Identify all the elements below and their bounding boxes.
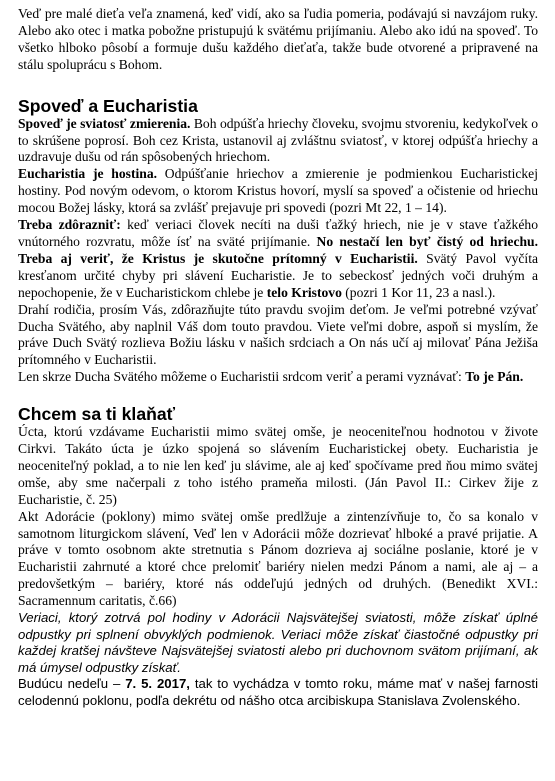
announcement-paragraph — [18, 676, 538, 709]
indulgences-paragraph: Veriaci, ktorý zotrvá pol hodiny v Adorácii Najsvätejšej sviatosti, môže získať úplné odpustky pri splnení obvyklých podmienok. Veriaci môže získať čiastočné odpustky pri každej kratšej návšteve Najsvätejšej sviatosti alebo pri duchovnom svätom prijímaní, ak má úmysel odpustky získať. — [18, 610, 538, 675]
emphasis-text-1: keď veriaci človek necíti na duši ťažký hriech, nie je v stave ťažkého vnútorného rozvratu, môže ísť na sväté prijímanie. — [18, 217, 538, 249]
eucharist-feast-paragraph — [18, 166, 538, 217]
emphasis-bold-statement: No nestačí len byť čistý od hriechu. Treba aj veriť, že Kristus je skutočne prítomný v Eucharistii. — [18, 233, 539, 266]
section-heading-adoration: Chcem sa ti klaňať — [18, 404, 176, 425]
emphasis-lead: Treba zdôrazniť: — [18, 217, 121, 233]
holy-spirit-paragraph — [18, 369, 538, 386]
veneration-paragraph: Úcta, ktorú vzdávame Eucharistii mimo svätej omše, je neoceniteľnou hodnotou v živote Cirkvi. Takáto úcta je úzko spojená so slávením Eucharistickej obety. Eucharistia je neoceniteľný poklad, a to nie len keď ju slávime, ale aj keď spočívame pred ňou mimo svätej omše, aby sme načerpali z toho istého prameňa milosti. (Ján Pavol II.: Cirkev žije z Eucharistie, č. 25) — [18, 424, 538, 507]
adoration-act-paragraph: Akt Adorácie (poklony) mimo svätej omše predlžuje a zintenzívňuje to, čo sa konalo v samotnom liturgickom slávení, Veď len v Adorácii môže dozrievať hlboké a pravé prijatie. A práve v tomto osobnom akte stretnutia s Pánom dozrieva aj sociálne poslanie, ktoré je v Eucharistii zahrnuté a ktoré chce prelomiť bariéry nielen medzi Pánom a nami, ale aj – a predovšetkým – bariéry, ktoré nás oddeľujú jedných od druhých. (Benedikt XVI.: Sacramennum caritatis, č.66) — [18, 508, 538, 609]
section-heading-confession-eucharist: Spoveď a Eucharistia — [18, 95, 198, 116]
it-is-the-lord-phrase: To je Pán. — [465, 369, 524, 385]
announcement-date: 7. 5. 2017, — [125, 676, 190, 692]
announcement-text-1: Budúcu nedeľu – — [18, 676, 126, 692]
intro-paragraph: Veď pre malé dieťa veľa znamená, keď vidí, ako sa ľudia pomeria, podávajú si navzájom ruky. Alebo ako otec i matka pobožne pristupujú k svätému prijímaniu. Alebo ako idú na spoveď. To všetko hlboko pôsobí a formuje dušu každého dieťaťa, takže bude otvorené a pripravené na stálu spoluprácu s Bohom. — [18, 6, 538, 72]
emphasis-paragraph — [18, 217, 538, 302]
bulletin-page — [18, 6, 538, 710]
announcement-text-2: tak to vychádza v tomto roku, máme mať v našej farnosti celodennú poklonu, podľa dekrétu od nášho otca arcibiskupa Stanislava Zvolenského. — [18, 676, 538, 709]
emphasis-text-2: Svätý Pavol vyčíta kresťanom určité chyby pri slávení Eucharistie. Je to sebeckosť jedných voči druhým a nepochopenie, že v Eucharistickom chlebe je — [18, 250, 538, 300]
body-of-christ-phrase: telo Kristovo — [266, 284, 342, 300]
emphasis-text-3: (pozri 1 Kor 11, 23 a nasl.). — [341, 284, 496, 300]
confession-lead: Spoveď je sviatosť zmierenia. — [18, 115, 191, 131]
eucharist-feast-text: Odpúšťanie hriechov a zmierenie je podmienkou Eucharistickej hostiny. Pod novým odevom, o ktorom Kristus hovorí, myslí sa spoveď a očistenie od hriechu mocou Božej lásky, ktorá sa zvlášť prejavuje pri spovedi (pozri Mt 22, 1 – 14). — [18, 166, 538, 216]
spacer — [18, 386, 538, 404]
confession-text: Boh odpúšťa hriechy človeku, svojmu stvoreniu, kedykoľvek o to skrúšene poprosí. Boh cez Krista, ustanovil aj zvláštnu sviatosť, v ktorej odpúšťa hriechy a uzdravuje dušu od rán spôsobených hriechom. — [18, 115, 538, 165]
eucharist-feast-lead: Eucharistia je hostina. — [18, 166, 158, 182]
confession-paragraph — [18, 116, 538, 167]
parents-paragraph: Drahí rodičia, prosím Vás, zdôrazňujte túto pravdu svojim deťom. Je veľmi potrebné vzývať Ducha Svätého, aby naplnil Váš dom touto pravdou. Viete veľmi dobre, aspoň si myslím, že práve Duch Svätý rozlieva Božiu lásku v našich srdciach a On nás učí aj milovať Pána Ježiša prítomného v Eucharistii. — [18, 301, 538, 368]
spacer — [18, 74, 538, 96]
holy-spirit-text: Len skrze Ducha Svätého môžeme o Eucharistii srdcom veriť a perami vyznávať: — [18, 369, 466, 385]
